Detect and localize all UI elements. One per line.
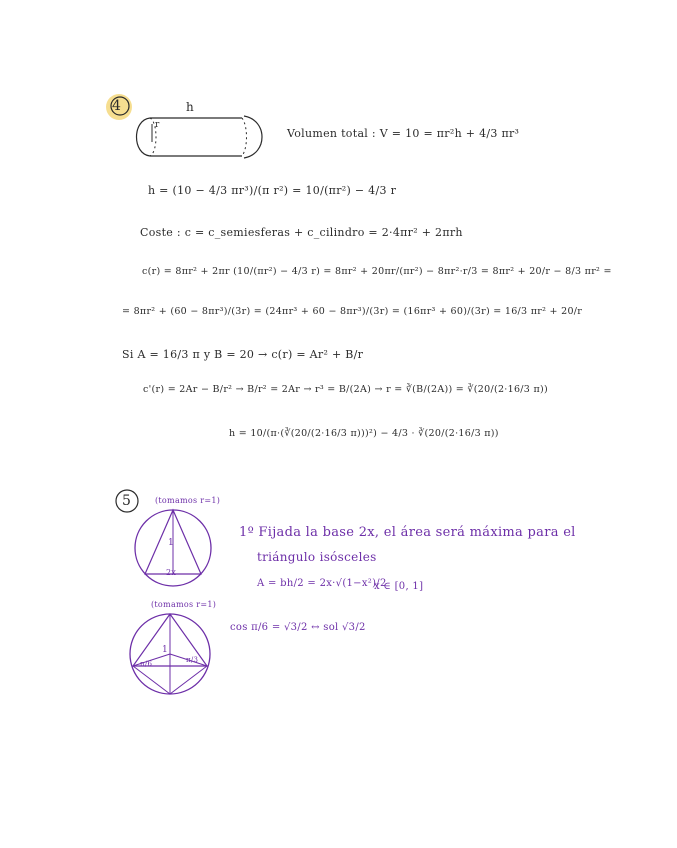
- angle-pi-over-3-label: π/3: [186, 656, 199, 664]
- radius-label: 1: [162, 645, 169, 655]
- cosine-relation: cos π/6 = √3/2 ↔ sol √3/2: [230, 622, 366, 633]
- substitution-line: Si A = 16/3 π y B = 20 → c(r) = Ar² + B/r: [122, 348, 364, 361]
- problem-5-number: 5: [122, 493, 132, 509]
- problem-5-statement-line-2: triángulo isósceles: [257, 550, 377, 564]
- total-volume-equation: Volumen total : V = 10 = πr²h + 4/3 πr³: [287, 127, 520, 140]
- cost-function-simplification: = 8πr² + (60 − 8πr³)/(3r) = (24πr³ + 60 − 8πr³)/(3r) = (16πr³ + 60)/(3r) = 16/3 πr² + 20/r: [122, 306, 583, 317]
- circle-triangle-angles-figure: [128, 612, 212, 696]
- problem-5-statement-line-1: 1º Fijada la base 2x, el área será máxima para el: [239, 525, 576, 540]
- triangle-height-label: 1: [168, 538, 175, 548]
- cylinder-radius-label: r: [155, 120, 160, 130]
- cost-equation: Coste : c = c_semiesferas + c_cilindro = 2·4πr² + 2πrh: [140, 226, 463, 239]
- domain-interval: x ∈ [0, 1]: [374, 581, 424, 592]
- problem-4-number: 4: [112, 98, 122, 114]
- angle-pi-over-6-label: π/6: [140, 660, 153, 668]
- height-final-expression: h = 10/(π·(∛(20/(2·16/3 π)))²) − 4/3 · ∛(20/(2·16/3 π)): [229, 428, 499, 439]
- cylinder-height-label: h: [186, 100, 195, 114]
- derivative-line: c'(r) = 2Ar − B/r² → B/r² = 2Ar → r³ = B/(2A) → r = ∛(B/(2A)) = ∛(20/(2·16/3 π)): [143, 384, 549, 395]
- height-expression: h = (10 − 4/3 πr³)/(π r²) = 10/(πr²) − 4/3 r: [148, 184, 397, 197]
- area-formula: A = bh/2 = 2x·√(1−x²)/2: [257, 578, 387, 589]
- radius-assumption-2: (tomamos r=1): [151, 600, 217, 609]
- triangle-base-label: 2x: [166, 568, 177, 577]
- cost-function-expansion: c(r) = 8πr² + 2πr (10/(πr²) − 4/3 r) = 8πr² + 20πr/(πr²) − 8πr²·r/3 = 8πr² + 20/r − 8/3 πr² =: [142, 266, 612, 277]
- cylinder-hemispheres-figure: [130, 112, 270, 162]
- radius-assumption-1: (tomamos r=1): [155, 496, 221, 505]
